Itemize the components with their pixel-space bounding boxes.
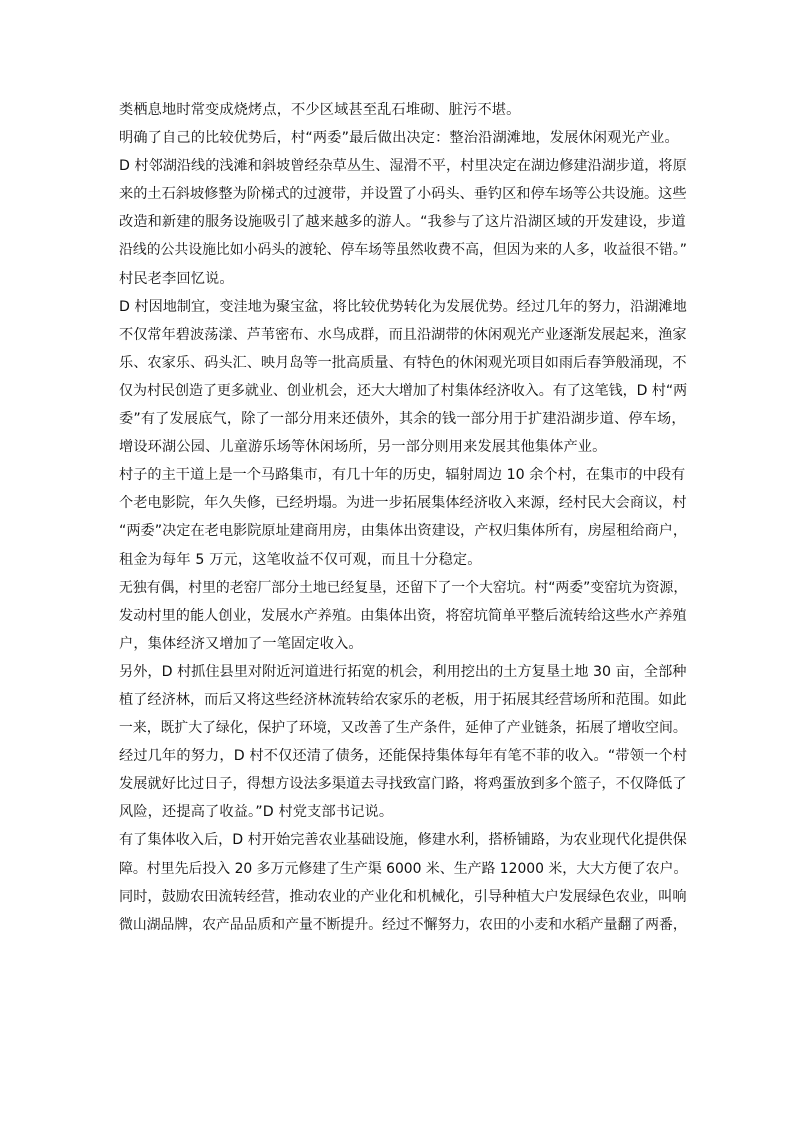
text-line: 微山湖品牌，农产品品质和产量不断提升。经过不懈努力，农田的小麦和水稻产量翻了两番， bbox=[119, 916, 687, 933]
text-line: 发动村里的能人创业，发展水产养殖。由集体出资，将窑坑简单平整后流转给这些水产养殖 bbox=[119, 607, 687, 624]
text-line: D 村因地制宜，变洼地为聚宝盆，将比较优势转化为发展优势。经过几年的努力，沿湖滩地 bbox=[119, 298, 687, 315]
text-line: 村子的主干道上是一个马路集市，有几十年的历史，辐射周边 10 余个村，在集市的中段有 bbox=[119, 467, 686, 484]
text-line: “两委”决定在老电影院原址建商用房，由集体出资建设，产权归集体所有，房屋租给商户， bbox=[119, 523, 688, 540]
text-line: 同时，鼓励农田流转经营，推动农业的产业化和机械化，引导种植大户发展绿色农业，叫响 bbox=[119, 888, 687, 905]
text-line: 风险，还提高了收益。”D 村党支部书记说。 bbox=[119, 804, 394, 821]
text-line: 不仅常年碧波荡漾、芦苇密布、水鸟成群，而且沿湖带的休闲观光产业逐渐发展起来，渔家 bbox=[119, 326, 687, 343]
document-body bbox=[119, 96, 687, 939]
text-line: 另外，D 村抓住县里对附近河道进行拓宽的机会，利用挖出的土方复垦土地 30 亩，全部种 bbox=[119, 663, 687, 680]
text-line: 类栖息地时常变成烧烤点，不少区域甚至乱石堆砌、脏污不堪。 bbox=[119, 102, 521, 118]
text-line: 来的土石斜坡修整为阶梯式的过渡带，并设置了小码头、垂钓区和停车场等公共设施。这些 bbox=[119, 186, 687, 203]
text-line: 村民老李回忆说。 bbox=[119, 270, 234, 287]
text-line: 个老电影院，年久失修，已经坍塌。为进一步拓展集体经济收入来源，经村民大会商议，村 bbox=[119, 495, 687, 512]
text-line: 委”有了发展底气，除了一部分用来还债外，其余的钱一部分用于扩建沿湖步道、停车场， bbox=[119, 411, 686, 428]
text-line: 沿线的公共设施比如小码头的渡轮、停车场等虽然收费不高，但因为来的人多，收益很不错。” bbox=[119, 242, 687, 259]
text-line: 仅为村民创造了更多就业、创业机会，还大大增加了村集体经济收入。有了这笔钱，D 村“两 bbox=[119, 382, 688, 399]
text-line: 植了经济林，而后又将这些经济林流转给农家乐的老板，用于拓展其经营场所和范围。如此 bbox=[119, 691, 687, 708]
text-line: 一来，既扩大了绿化，保护了环境，又改善了生产条件，延伸了产业链条，拓展了增收空间。 bbox=[119, 720, 687, 737]
text-line: 无独有偶，村里的老窑厂部分土地已经复垦，还留下了一个大窑坑。村“两委”变窑坑为资源， bbox=[119, 579, 688, 596]
text-line: 乐、农家乐、码头汇、映月岛等一批高质量、有特色的休闲观光项目如雨后春笋般涌现，不 bbox=[119, 354, 687, 371]
text-line: 增设环湖公园、儿童游乐场等休闲场所，另一部分则用来发展其他集体产业。 bbox=[119, 439, 607, 456]
text-line: 租金为每年 5 万元，这笔收益不仅可观，而且十分稳定。 bbox=[119, 551, 482, 568]
text-line: 改造和新建的服务设施吸引了越来越多的游人。“我参与了这片沿湖区域的开发建设，步道 bbox=[119, 214, 686, 231]
text-line: 障。村里先后投入 20 多万元修建了生产渠 6000 米、生产路 12000 米，大大方便了农户。 bbox=[119, 860, 688, 877]
text-line: D 村邻湖沿线的浅滩和斜坡曾经杂草丛生、湿滑不平，村里决定在湖边修建沿湖步道，将原 bbox=[119, 158, 687, 175]
text-line: 户，集体经济又增加了一笔固定收入。 bbox=[119, 635, 363, 652]
text-line: 明确了自己的比较优势后，村“两委”最后做出决定：整治沿湖滩地，发展休闲观光产业。 bbox=[119, 130, 679, 147]
text-line: 发展就好比过日子，得想方设法多渠道去寻找致富门路，将鸡蛋放到多个篮子，不仅降低了 bbox=[119, 776, 687, 793]
text-line: 经过几年的努力，D 村不仅还清了债务，还能保持集体每年有笔不菲的收入。“带领一个村 bbox=[119, 748, 688, 765]
text-line: 有了集体收入后，D 村开始完善农业基础设施，修建水利，搭桥铺路，为农业现代化提供保 bbox=[119, 832, 687, 849]
